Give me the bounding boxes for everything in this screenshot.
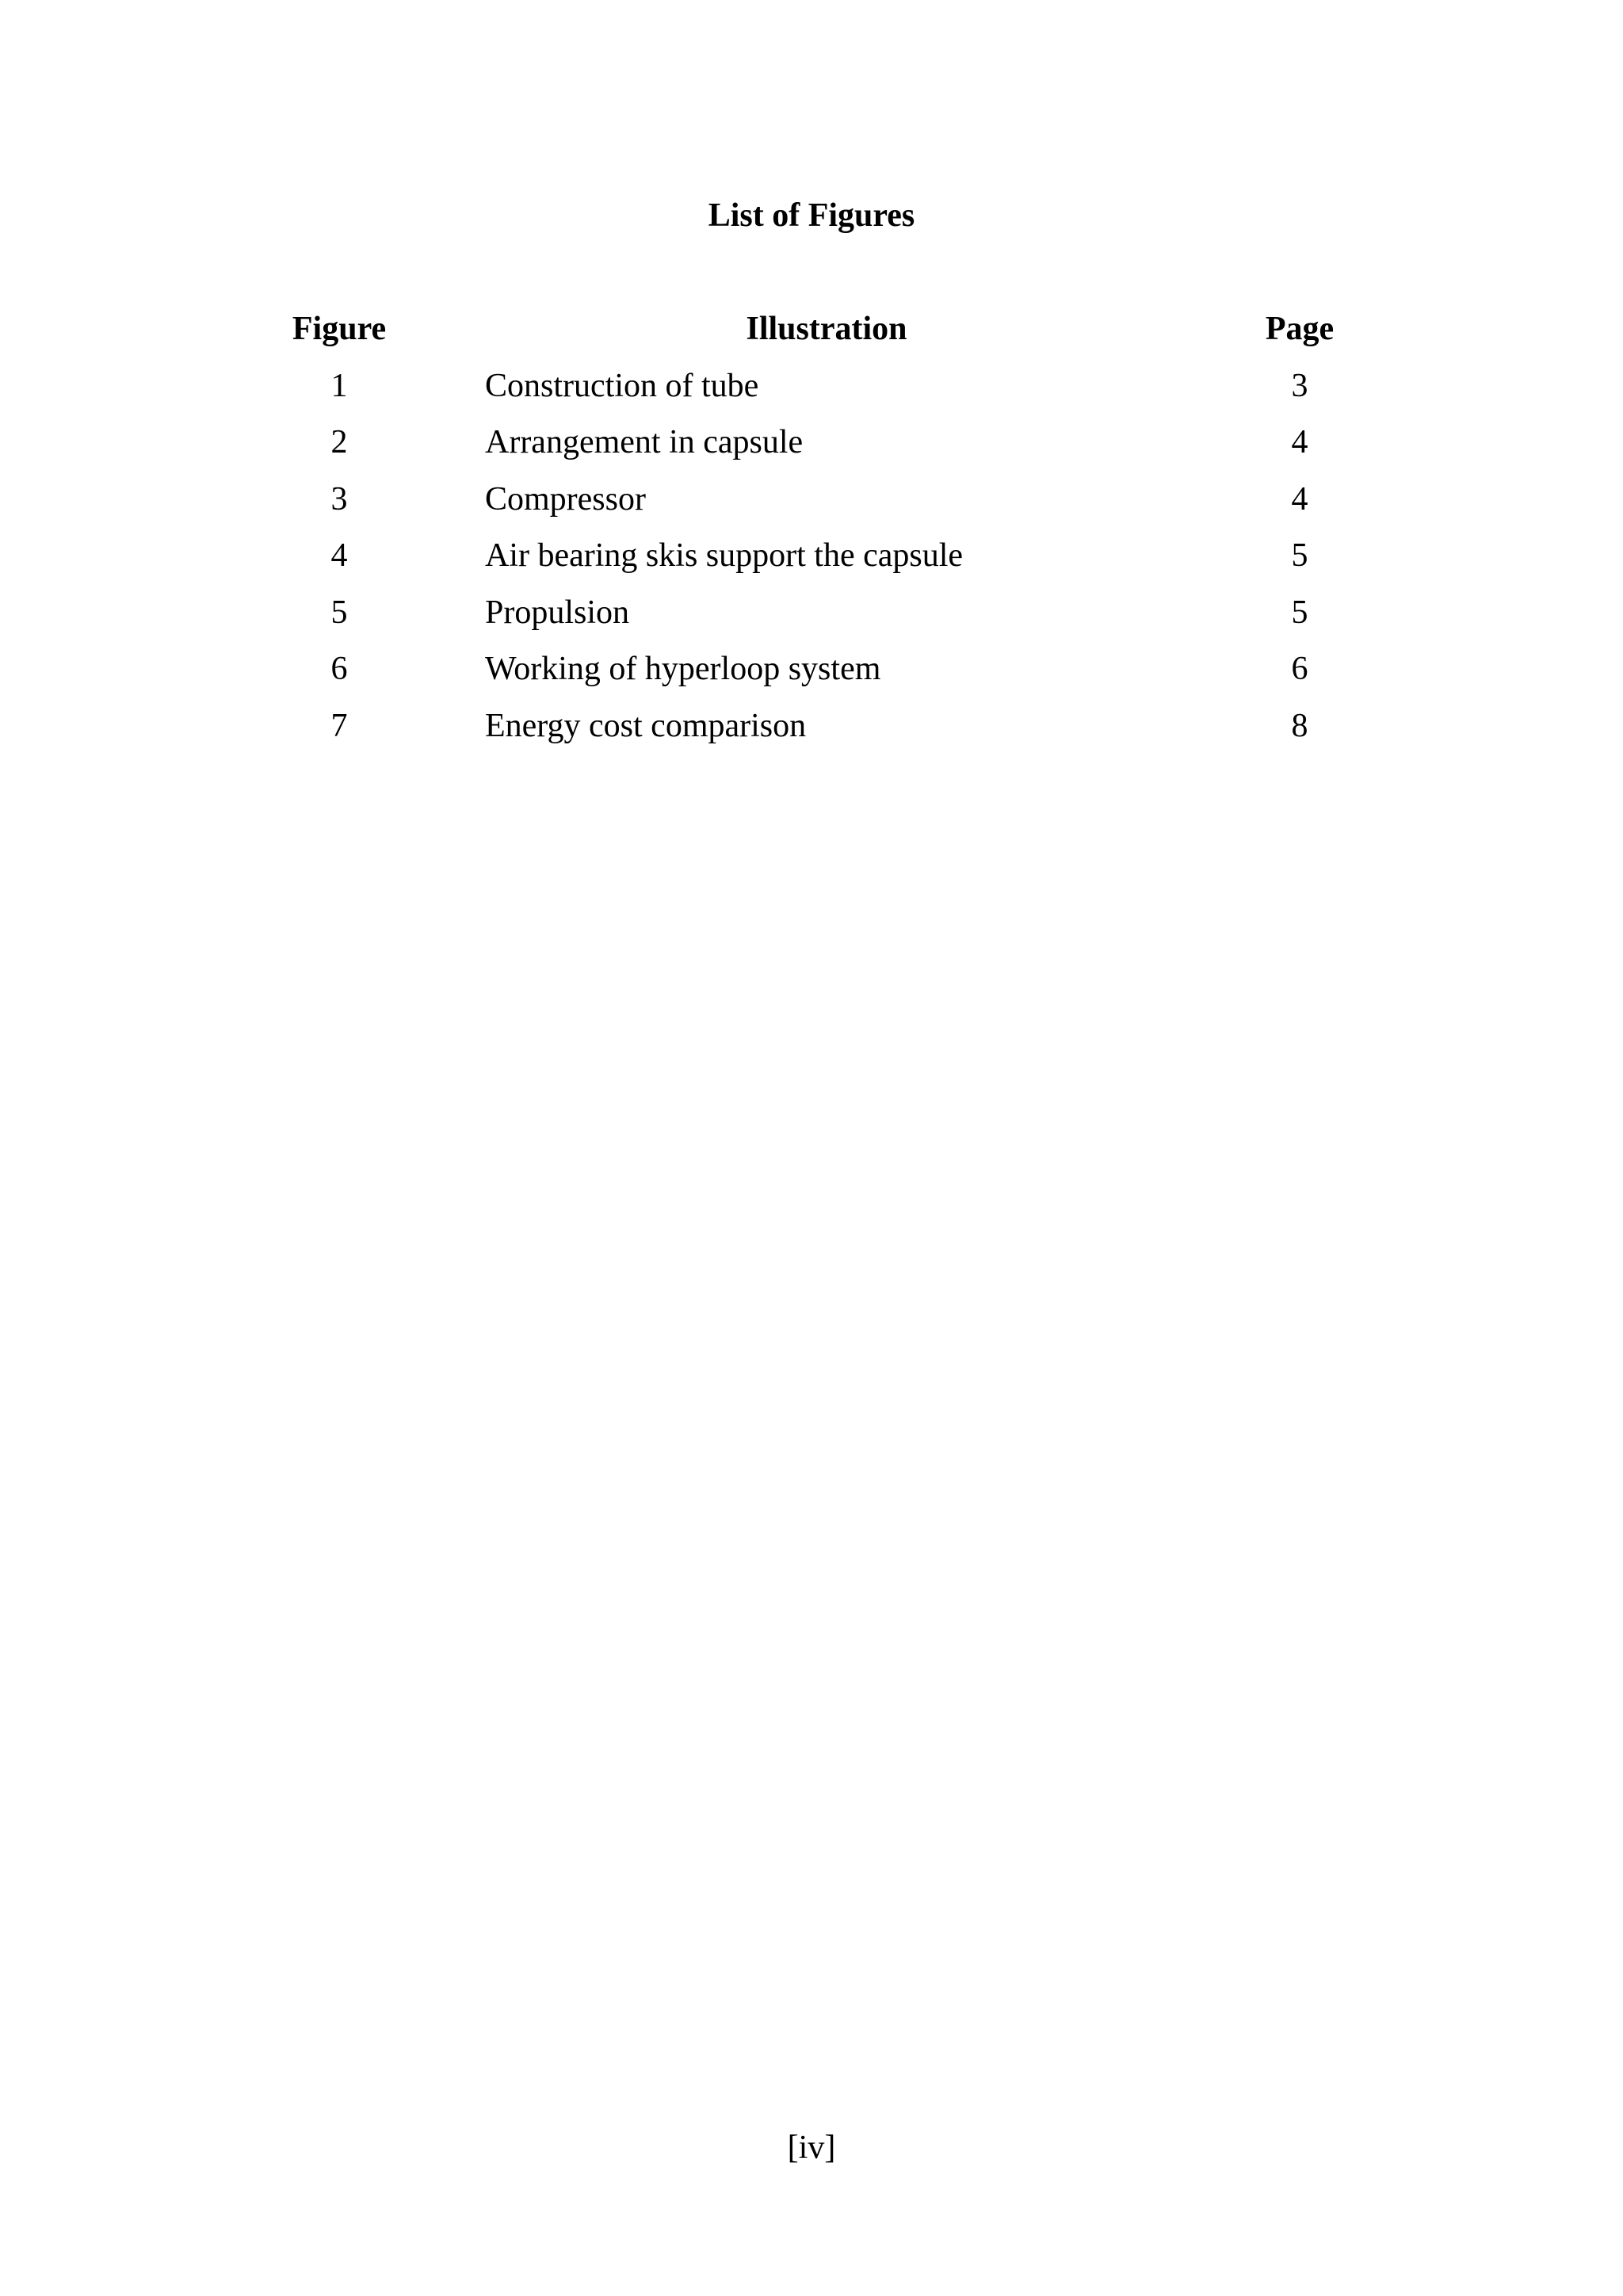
figure-illustration: Working of hyperloop system: [485, 651, 881, 687]
figure-number: 4: [330, 537, 348, 574]
figure-number: 6: [330, 651, 348, 687]
figure-page: 4: [1291, 480, 1308, 518]
page-title: List of Figures: [708, 197, 915, 234]
figure-number: 5: [330, 594, 348, 631]
table-row: [0, 702, 1623, 759]
table-row: [0, 589, 1623, 646]
column-header-illustration: Illustration: [746, 311, 907, 347]
page-number: [iv]: [787, 2130, 836, 2166]
figure-page: 8: [1291, 707, 1308, 744]
figure-illustration: Air bearing skis support the capsule: [485, 537, 964, 574]
table-row: [0, 362, 1623, 419]
column-header-page: Page: [1265, 311, 1335, 347]
figure-table: [0, 305, 1623, 758]
table-row: [0, 645, 1623, 702]
figure-illustration: Energy cost comparison: [485, 707, 807, 744]
table-row: [0, 418, 1623, 476]
table-header-row: [0, 305, 1623, 362]
figure-page: 5: [1291, 537, 1308, 574]
figure-illustration: Propulsion: [485, 594, 630, 631]
figure-illustration: Compressor: [485, 480, 646, 518]
figure-page: 4: [1291, 424, 1308, 460]
figure-page: 3: [1291, 367, 1308, 404]
figure-number: 2: [330, 424, 348, 460]
figure-number: 7: [330, 707, 348, 744]
figure-illustration: Arrangement in capsule: [485, 424, 804, 460]
table-row: [0, 532, 1623, 589]
figure-number: 3: [330, 480, 348, 518]
column-header-figure: Figure: [292, 311, 387, 347]
figure-page: 5: [1291, 594, 1308, 631]
figure-illustration: Construction of tube: [485, 367, 759, 404]
figure-page: 6: [1291, 651, 1308, 687]
table-row: [0, 476, 1623, 533]
figure-number: 1: [330, 367, 348, 404]
